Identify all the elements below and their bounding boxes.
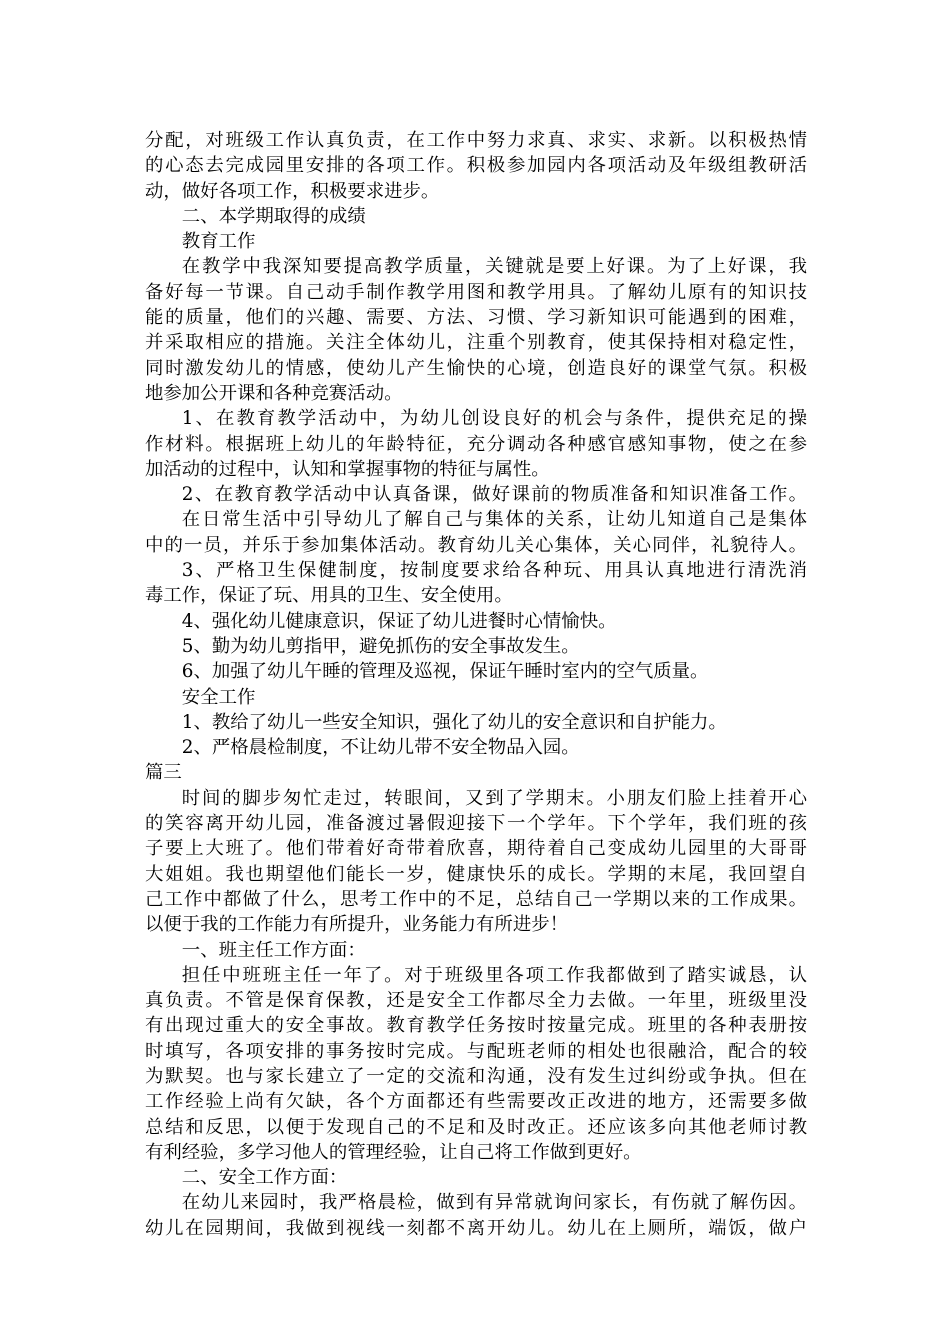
text-line: 在幼儿来园时，我严格晨检，做到有异常就询问家长，有伤就了解伤因。 — [181, 1192, 807, 1214]
text-line: 2、在教育教学活动中认真备课，做好课前的物质准备和知识准备工作。 — [181, 484, 807, 506]
text-line: 安全工作 — [181, 686, 256, 708]
text-line: 工作经验上尚有欠缺，各个方面都还有些需要改正改进的地方，还需要多做 — [145, 1091, 807, 1113]
text-line: 1、教给了幼儿一些安全知识，强化了幼儿的安全意识和自护能力。 — [181, 711, 727, 733]
text-line: 为默契。也与家长建立了一定的交流和沟通，没有发生过纠纷或争执。但在 — [145, 1065, 807, 1087]
text-line: 教育工作 — [181, 231, 256, 253]
text-line: 在教学中我深知要提高教学质量，关键就是要上好课。为了上好课，我 — [181, 256, 807, 278]
text-line: 2、严格晨检制度，不让幼儿带不安全物品入园。 — [181, 737, 580, 759]
text-line: 加活动的过程中，认知和掌握事物的特征与属性。 — [145, 458, 550, 480]
text-line: 的心态去完成园里安排的各项工作。积极参加园内各项活动及年级组教研活 — [145, 155, 807, 177]
text-line: 时间的脚步匆忙走过，转眼间，又到了学期末。小朋友们脸上挂着开心 — [181, 787, 807, 809]
text-line: 备好每一节课。自己动手制作教学用图和教学用具。了解幼儿原有的知识技 — [145, 281, 807, 303]
text-line: 的笑容离开幼儿园，准备渡过暑假迎接下一个学年。下个学年，我们班的孩 — [145, 813, 807, 835]
text-line: 并采取相应的措施。关注全体幼儿，注重个别教育，使其保持相对稳定性， — [145, 332, 807, 354]
text-line: 真负责。不管是保育保教，还是安全工作都尽全力去做。一年里，班级里没 — [145, 990, 807, 1012]
text-line: 二、本学期取得的成绩 — [181, 205, 366, 227]
text-line: 3、严格卫生保健制度，按制度要求给各种玩、用具认真地进行清洗消 — [181, 560, 807, 582]
text-line: 一、班主任工作方面： — [181, 939, 366, 961]
text-line: 分配，对班级工作认真负责，在工作中努力求真、求实、求新。以积极热情 — [145, 130, 807, 151]
text-line: 动，做好各项工作，积极要求进步。 — [145, 180, 440, 202]
text-line: 大姐姐。我也期望他们能长一岁，健康快乐的成长。学期的末尾，我回望自 — [145, 863, 807, 885]
text-line: 毒工作，保证了玩、用具的卫生、安全使用。 — [145, 585, 513, 607]
text-line: 4、强化幼儿健康意识，保证了幼儿进餐时心情愉快。 — [181, 610, 617, 632]
text-line: 有利经验，多学习他人的管理经验，让自己将工作做到更好。 — [145, 1141, 642, 1163]
text-line: 1、在教育教学活动中，为幼儿创设良好的机会与条件，提供充足的操 — [181, 408, 807, 430]
text-line: 作材料。根据班上幼儿的年龄特征，充分调动各种感官感知事物，使之在参 — [145, 433, 807, 455]
text-line: 地参加公开课和各种竞赛活动。 — [145, 382, 403, 404]
text-line: 己工作中都做了什么，思考工作中的不足，总结自己一学期以来的工作成果。 — [145, 888, 807, 910]
text-line: 子要上大班了。他们带着好奇带着欣喜，期待着自己变成幼儿园里的大哥哥 — [145, 838, 807, 860]
text-line: 有出现过重大的安全事故。教育教学任务按时按量完成。班里的各种表册按 — [145, 1015, 807, 1037]
text-line: 能的质量，他们的兴趣、需要、方法、习惯、学习新知识可能遇到的困难， — [145, 307, 807, 329]
document-page — [145, 128, 807, 1241]
text-line: 总结和反思，以便于发现自己的不足和及时改正。还应该多向其他老师讨教 — [145, 1116, 807, 1138]
text-line: 同时激发幼儿的情感，使幼儿产生愉快的心境，创造良好的课堂气氛。积极 — [145, 357, 807, 379]
text-line: 中的一员，并乐于参加集体活动。教育幼儿关心集体，关心同伴，礼貌待人。 — [145, 534, 807, 556]
text-line: 以便于我的工作能力有所提升，业务能力有所进步！ — [145, 914, 568, 936]
text-line: 篇三 — [145, 762, 182, 784]
text-line: 幼儿在园期间，我做到视线一刻都不离开幼儿。幼儿在上厕所，端饭，做户 — [145, 1217, 807, 1239]
text-line: 5、勤为幼儿剪指甲，避免抓伤的安全事故发生。 — [181, 635, 580, 657]
text-line: 担任中班班主任一年了。对于班级里各项工作我都做到了踏实诚恳，认 — [181, 964, 807, 986]
text-line: 在日常生活中引导幼儿了解自己与集体的关系，让幼儿知道自己是集体 — [181, 509, 807, 531]
text-line: 6、加强了幼儿午睡的管理及巡视，保证午睡时室内的空气质量。 — [181, 661, 709, 683]
text-line: 二、安全工作方面： — [181, 1167, 348, 1189]
text-line: 时填写，各项安排的事务按时完成。与配班老师的相处也很融洽，配合的较 — [145, 1040, 807, 1062]
